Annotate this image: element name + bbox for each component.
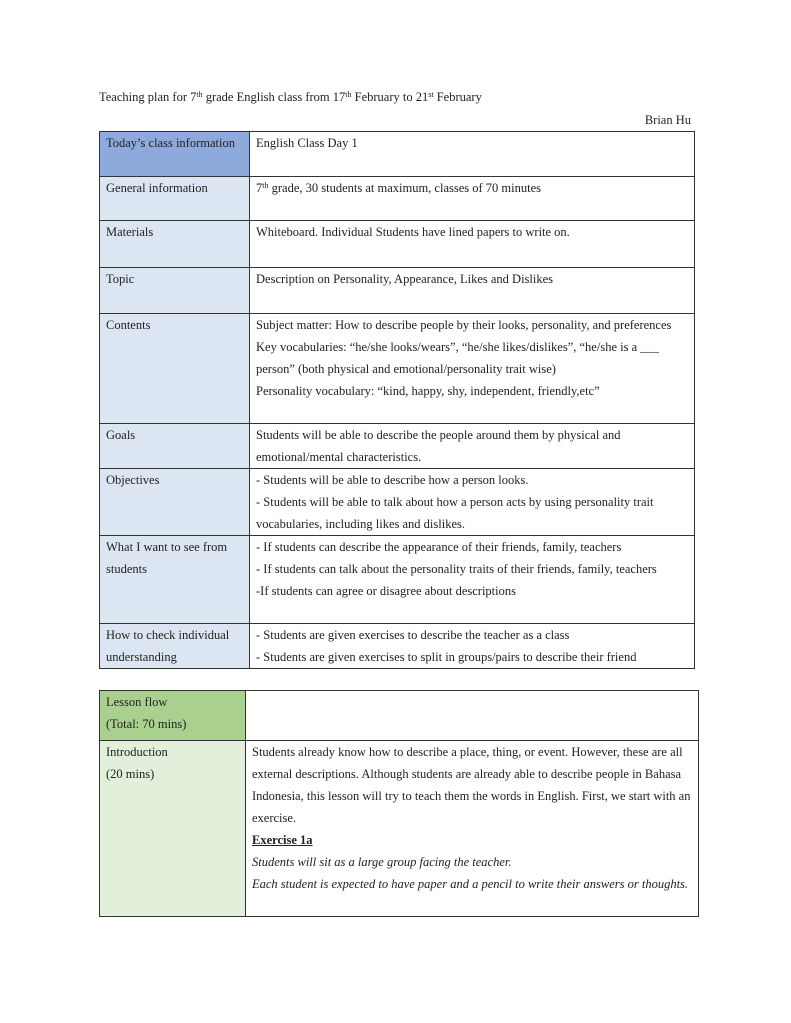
today-value: English Class Day 1 — [250, 132, 695, 177]
general-label: General information — [100, 177, 250, 221]
see-value — [250, 536, 695, 624]
table-row — [100, 469, 695, 536]
table-row — [100, 132, 695, 177]
introduction-value — [246, 741, 699, 917]
topic-label: Topic — [100, 268, 250, 314]
contents-line: Key vocabularies: “he/she looks/wears”, “he/she likes/dislikes”, “he/she is a ___ person” (both physical and emotional/personality trait wise) — [256, 340, 660, 376]
table-row — [100, 624, 695, 669]
table-row — [100, 691, 699, 741]
contents-line: Personality vocabulary: “kind, happy, shy, independent, friendly,etc” — [256, 384, 600, 398]
today-label: Today’s class information — [100, 132, 250, 177]
contents-label: Contents — [100, 314, 250, 424]
see-line: - If students can talk about the personality traits of their friends, family, teachers — [256, 562, 657, 576]
objectives-label: Objectives — [100, 469, 250, 536]
exercise-line: Each student is expected to have paper and a pencil to write their answers or thoughts. — [252, 877, 689, 891]
lesson-flow-label: Lesson flow (Total: 70 mins) — [100, 691, 246, 741]
materials-label: Materials — [100, 221, 250, 268]
topic-value: Description on Personality, Appearance, Likes and Dislikes — [250, 268, 695, 314]
table-row — [100, 741, 699, 917]
document-title: Teaching plan for 7th grade English class from 17th February to 21st February — [99, 90, 482, 104]
goals-value: Students will be able to describe the people around them by physical and emotional/mental characteristics. — [250, 424, 695, 469]
introduction-text: Students already know how to describe a place, thing, or event. However, these are all external descriptions. Although students are already able to describe people in Bahasa Indonesia, this lesson will try to teach them the words in English. First, we start with an exercise. — [252, 745, 691, 825]
table-row — [100, 424, 695, 469]
contents-value — [250, 314, 695, 424]
see-line: - If students can describe the appearance of their friends, family, teachers — [256, 540, 622, 554]
exercise-title: Exercise 1a — [252, 833, 313, 847]
see-label: What I want to see from students — [100, 536, 250, 624]
check-value — [250, 624, 695, 669]
check-line: - Students are given exercises to split in groups/pairs to describe their friend — [256, 650, 637, 664]
see-line: -If students can agree or disagree about descriptions — [256, 584, 516, 598]
check-label: How to check individual understanding — [100, 624, 250, 669]
table-row — [100, 221, 695, 268]
class-info-table — [99, 131, 695, 669]
goals-label: Goals — [100, 424, 250, 469]
objective-line: - Students will be able to describe how a person looks. — [256, 473, 529, 487]
materials-value: Whiteboard. Individual Students have lined papers to write on. — [250, 221, 695, 268]
objective-line: - Students will be able to talk about how a person acts by using personality trait vocabularies, including likes and dislikes. — [256, 495, 654, 531]
lesson-flow-table — [99, 690, 699, 917]
table-row — [100, 314, 695, 424]
check-line: - Students are given exercises to describe the teacher as a class — [256, 628, 570, 642]
author-name: Brian Hu — [644, 113, 691, 127]
table-row — [100, 177, 695, 221]
contents-line: Subject matter: How to describe people by their looks, personality, and preferences — [256, 318, 672, 332]
table-row — [100, 268, 695, 314]
general-value: 7th grade, 30 students at maximum, classes of 70 minutes — [250, 177, 695, 221]
lesson-flow-value — [246, 691, 699, 741]
objectives-value — [250, 469, 695, 536]
introduction-label: Introduction (20 mins) — [100, 741, 246, 917]
exercise-line: Students will sit as a large group facing the teacher. — [252, 855, 512, 869]
table-row — [100, 536, 695, 624]
